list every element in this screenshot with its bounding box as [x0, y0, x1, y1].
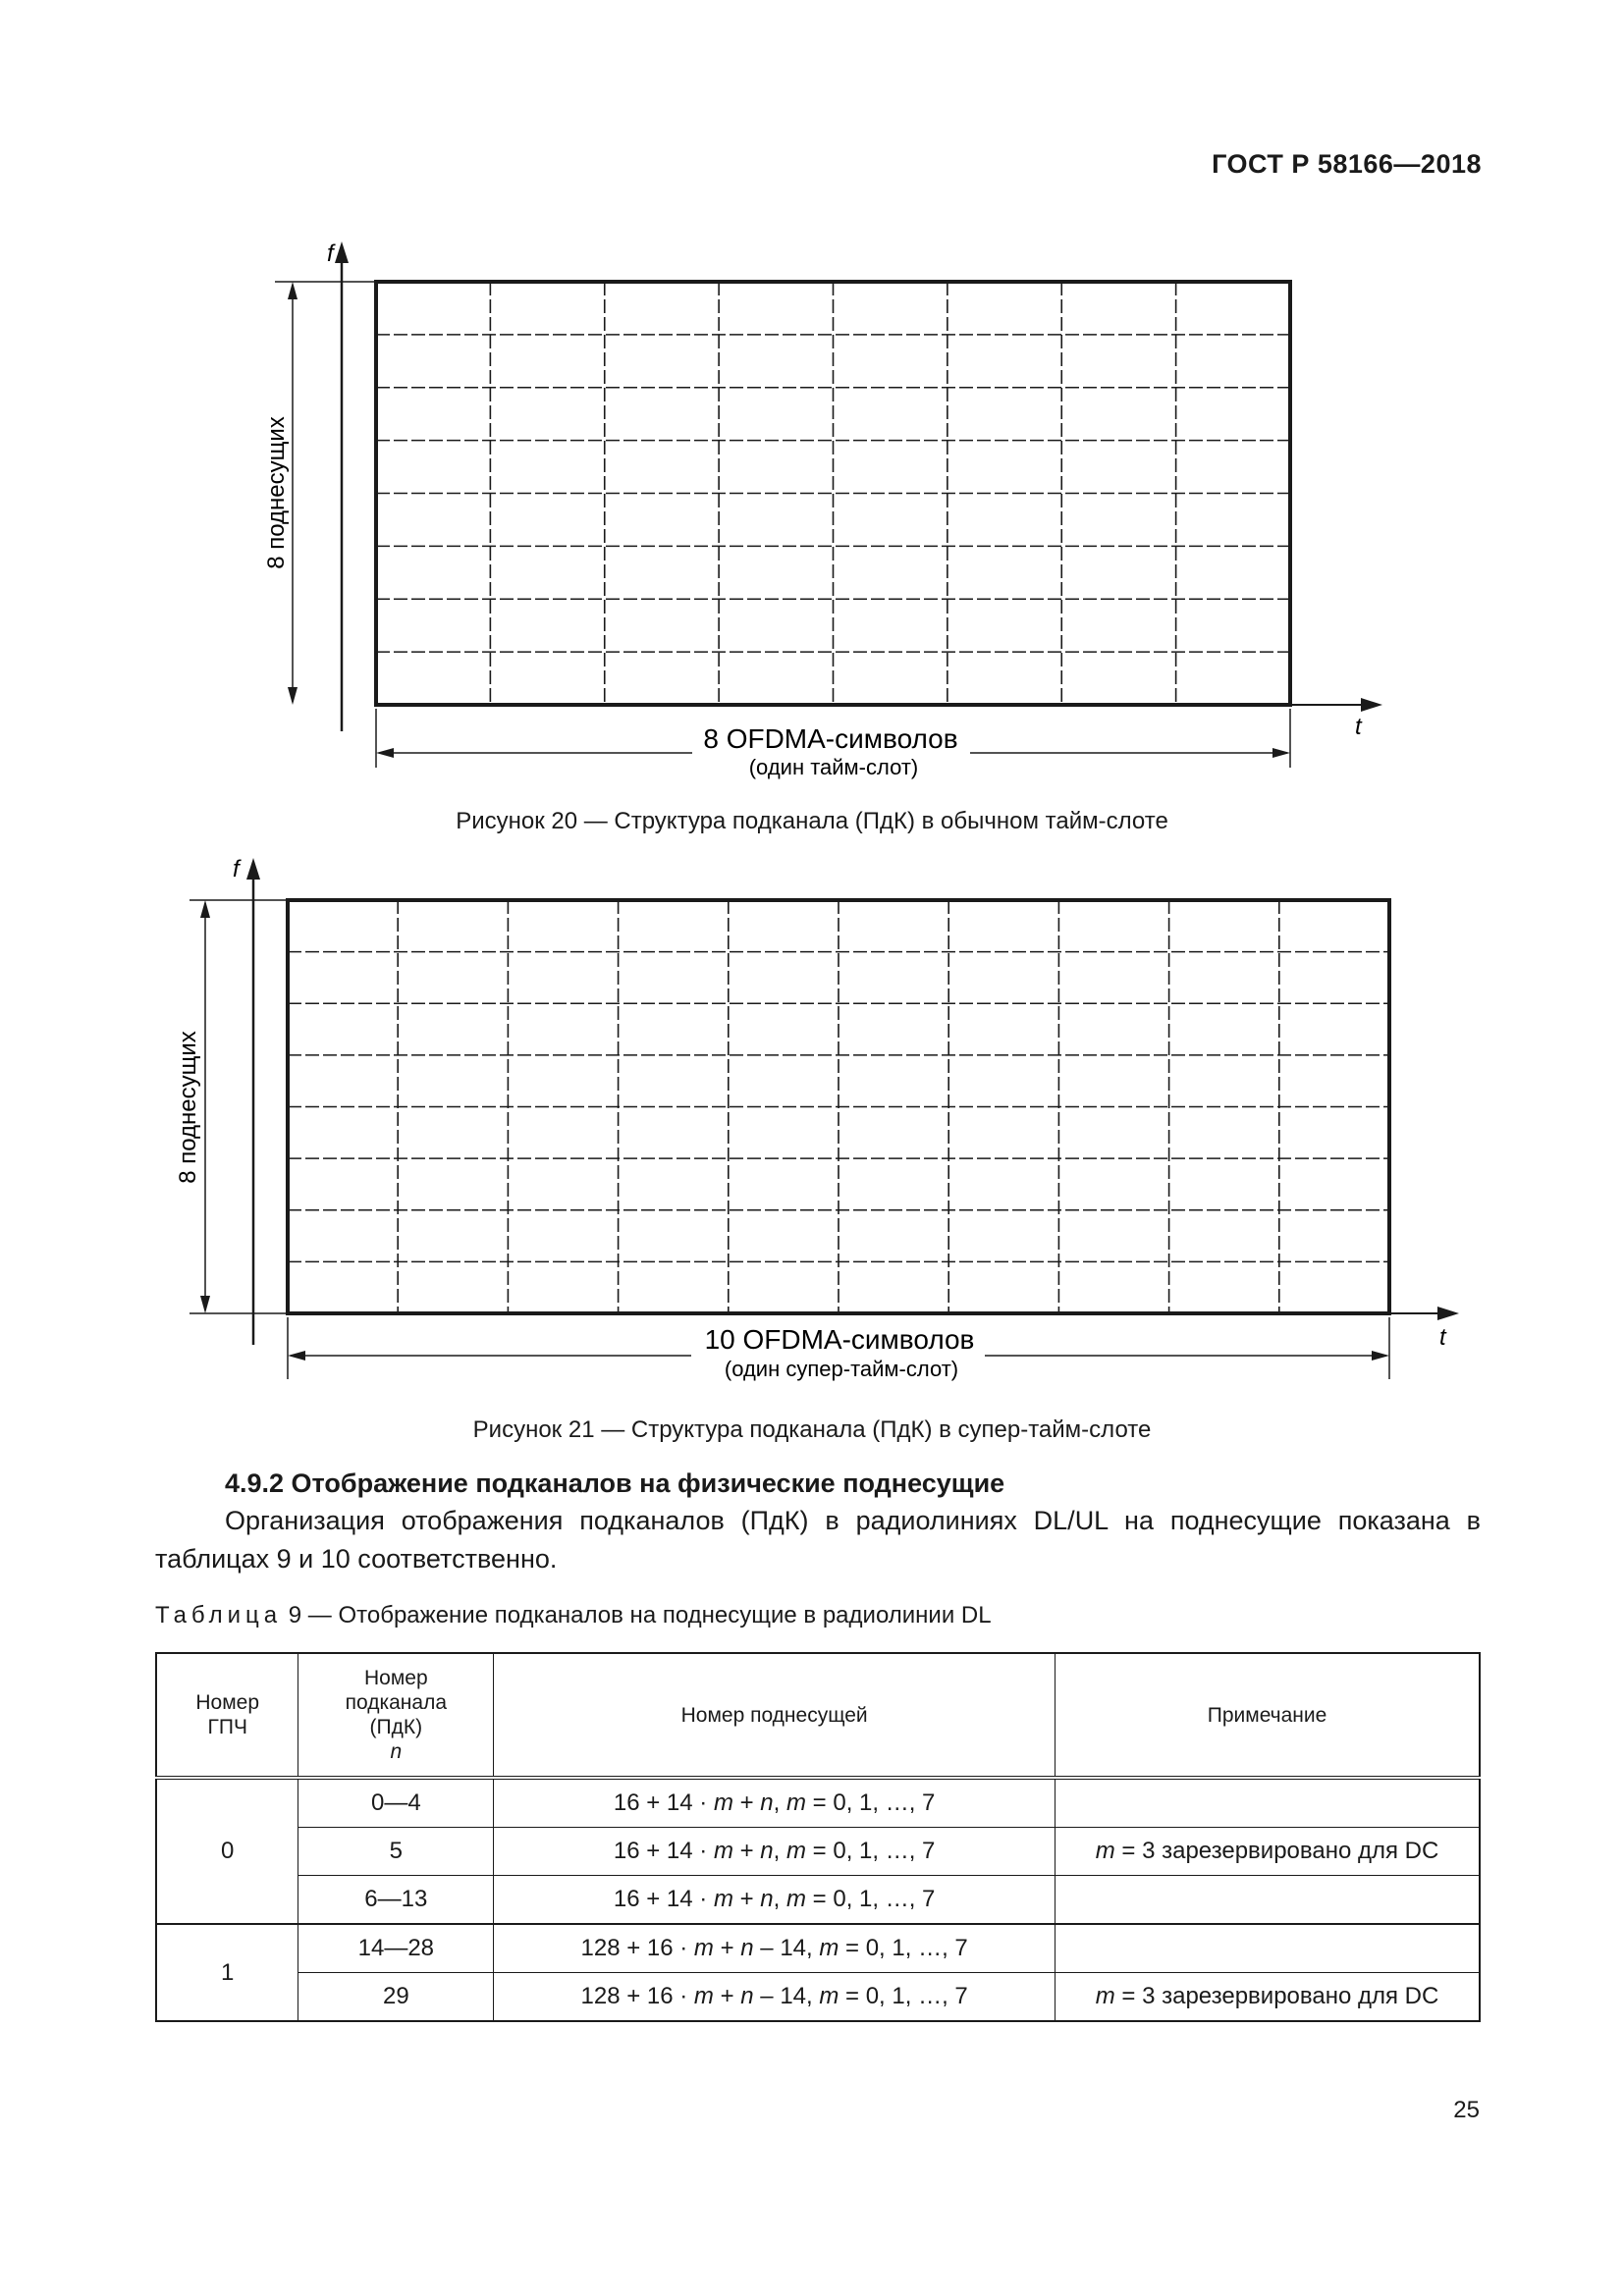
cell-subchannel: 6—13	[298, 1876, 494, 1925]
cell-subcarrier-formula: 128 + 16 · m + n – 14, m = 0, 1, …, 7	[494, 1973, 1056, 2022]
cell-note	[1056, 1778, 1480, 1828]
cell-subchannel: 29	[298, 1973, 494, 2022]
section-paragraph: Организация отображения подканалов (ПдК) в радиолиниях DL/UL на поднесущие показана в таблицах 9 и 10 соответственно.	[155, 1506, 1481, 1574]
document-code: ГОСТ Р 58166—2018	[1212, 149, 1482, 179]
figure-21-caption: Рисунок 21 — Структура подканала (ПдК) в супер-тайм-слоте	[472, 1416, 1152, 1443]
t-axis-label: t	[1439, 1324, 1446, 1351]
table-caption-word: Таблица	[155, 1602, 283, 1629]
horizontal-dimension-label: 10 OFDMA-символов	[704, 1324, 975, 1355]
cell-subchannel: 0—4	[298, 1778, 494, 1828]
page-number: 25	[1453, 2097, 1480, 2123]
header-subchannel: Номер подканала (ПдК) n	[298, 1653, 494, 1778]
cell-subchannel: 5	[298, 1828, 494, 1876]
table-caption	[155, 1602, 992, 1629]
vertical-dimension-label: 8 поднесущих	[263, 416, 290, 569]
table-row	[156, 1778, 1480, 1828]
table-row	[156, 1924, 1480, 1973]
f-axis-arrow	[335, 241, 349, 263]
f-axis-arrow	[246, 858, 260, 880]
horizontal-dimension-sublabel: (один супер-тайм-слот)	[724, 1357, 959, 1381]
f-axis-label: f	[327, 240, 334, 267]
f-axis-label: f	[233, 856, 240, 882]
figure-20-caption: Рисунок 20 — Структура подканала (ПдК) в обычном тайм-слоте	[456, 808, 1168, 834]
subchannel-mapping-table	[155, 1652, 1481, 2022]
cell-subchannel: 14—28	[298, 1924, 494, 1973]
cell-subcarrier-formula: 16 + 14 · m + n, m = 0, 1, …, 7	[494, 1828, 1056, 1876]
cell-subcarrier-formula: 128 + 16 · m + n – 14, m = 0, 1, …, 7	[494, 1924, 1056, 1973]
header-gpch: Номер ГПЧ	[156, 1653, 298, 1778]
cell-gpch: 1	[156, 1924, 298, 2021]
figure-20-diagram	[0, 0, 1624, 785]
cell-subcarrier-formula: 16 + 14 · m + n, m = 0, 1, …, 7	[494, 1778, 1056, 1828]
cell-note: m = 3 зарезервировано для DC	[1056, 1828, 1480, 1876]
cell-note	[1056, 1876, 1480, 1925]
table-row	[156, 1973, 1480, 2022]
cell-gpch: 0	[156, 1778, 298, 1924]
figure-21-diagram	[0, 844, 1624, 1394]
subchannel-grid-20	[376, 282, 1290, 705]
horizontal-dimension-label: 8 OFDMA-символов	[703, 723, 958, 754]
table-caption-text: 9 — Отображение подканалов на поднесущие в радиолинии DL	[288, 1602, 992, 1629]
t-axis-arrow	[1361, 698, 1382, 712]
t-axis-label: t	[1355, 714, 1362, 740]
table-row	[156, 1828, 1480, 1876]
subchannel-grid-21	[288, 900, 1389, 1313]
horizontal-dimension-sublabel: (один тайм-слот)	[748, 755, 919, 779]
header-note: Примечание	[1056, 1653, 1480, 1778]
header-subcarrier: Номер поднесущей	[494, 1653, 1056, 1778]
cell-note	[1056, 1924, 1480, 1973]
section-heading: 4.9.2 Отображение подканалов на физические поднесущие	[225, 1468, 1005, 1498]
vertical-dimension-label: 8 поднесущих	[175, 1031, 201, 1184]
table-row	[156, 1876, 1480, 1925]
cell-subcarrier-formula: 16 + 14 · m + n, m = 0, 1, …, 7	[494, 1876, 1056, 1925]
cell-note: m = 3 зарезервировано для DC	[1056, 1973, 1480, 2022]
t-axis-arrow	[1437, 1307, 1459, 1320]
